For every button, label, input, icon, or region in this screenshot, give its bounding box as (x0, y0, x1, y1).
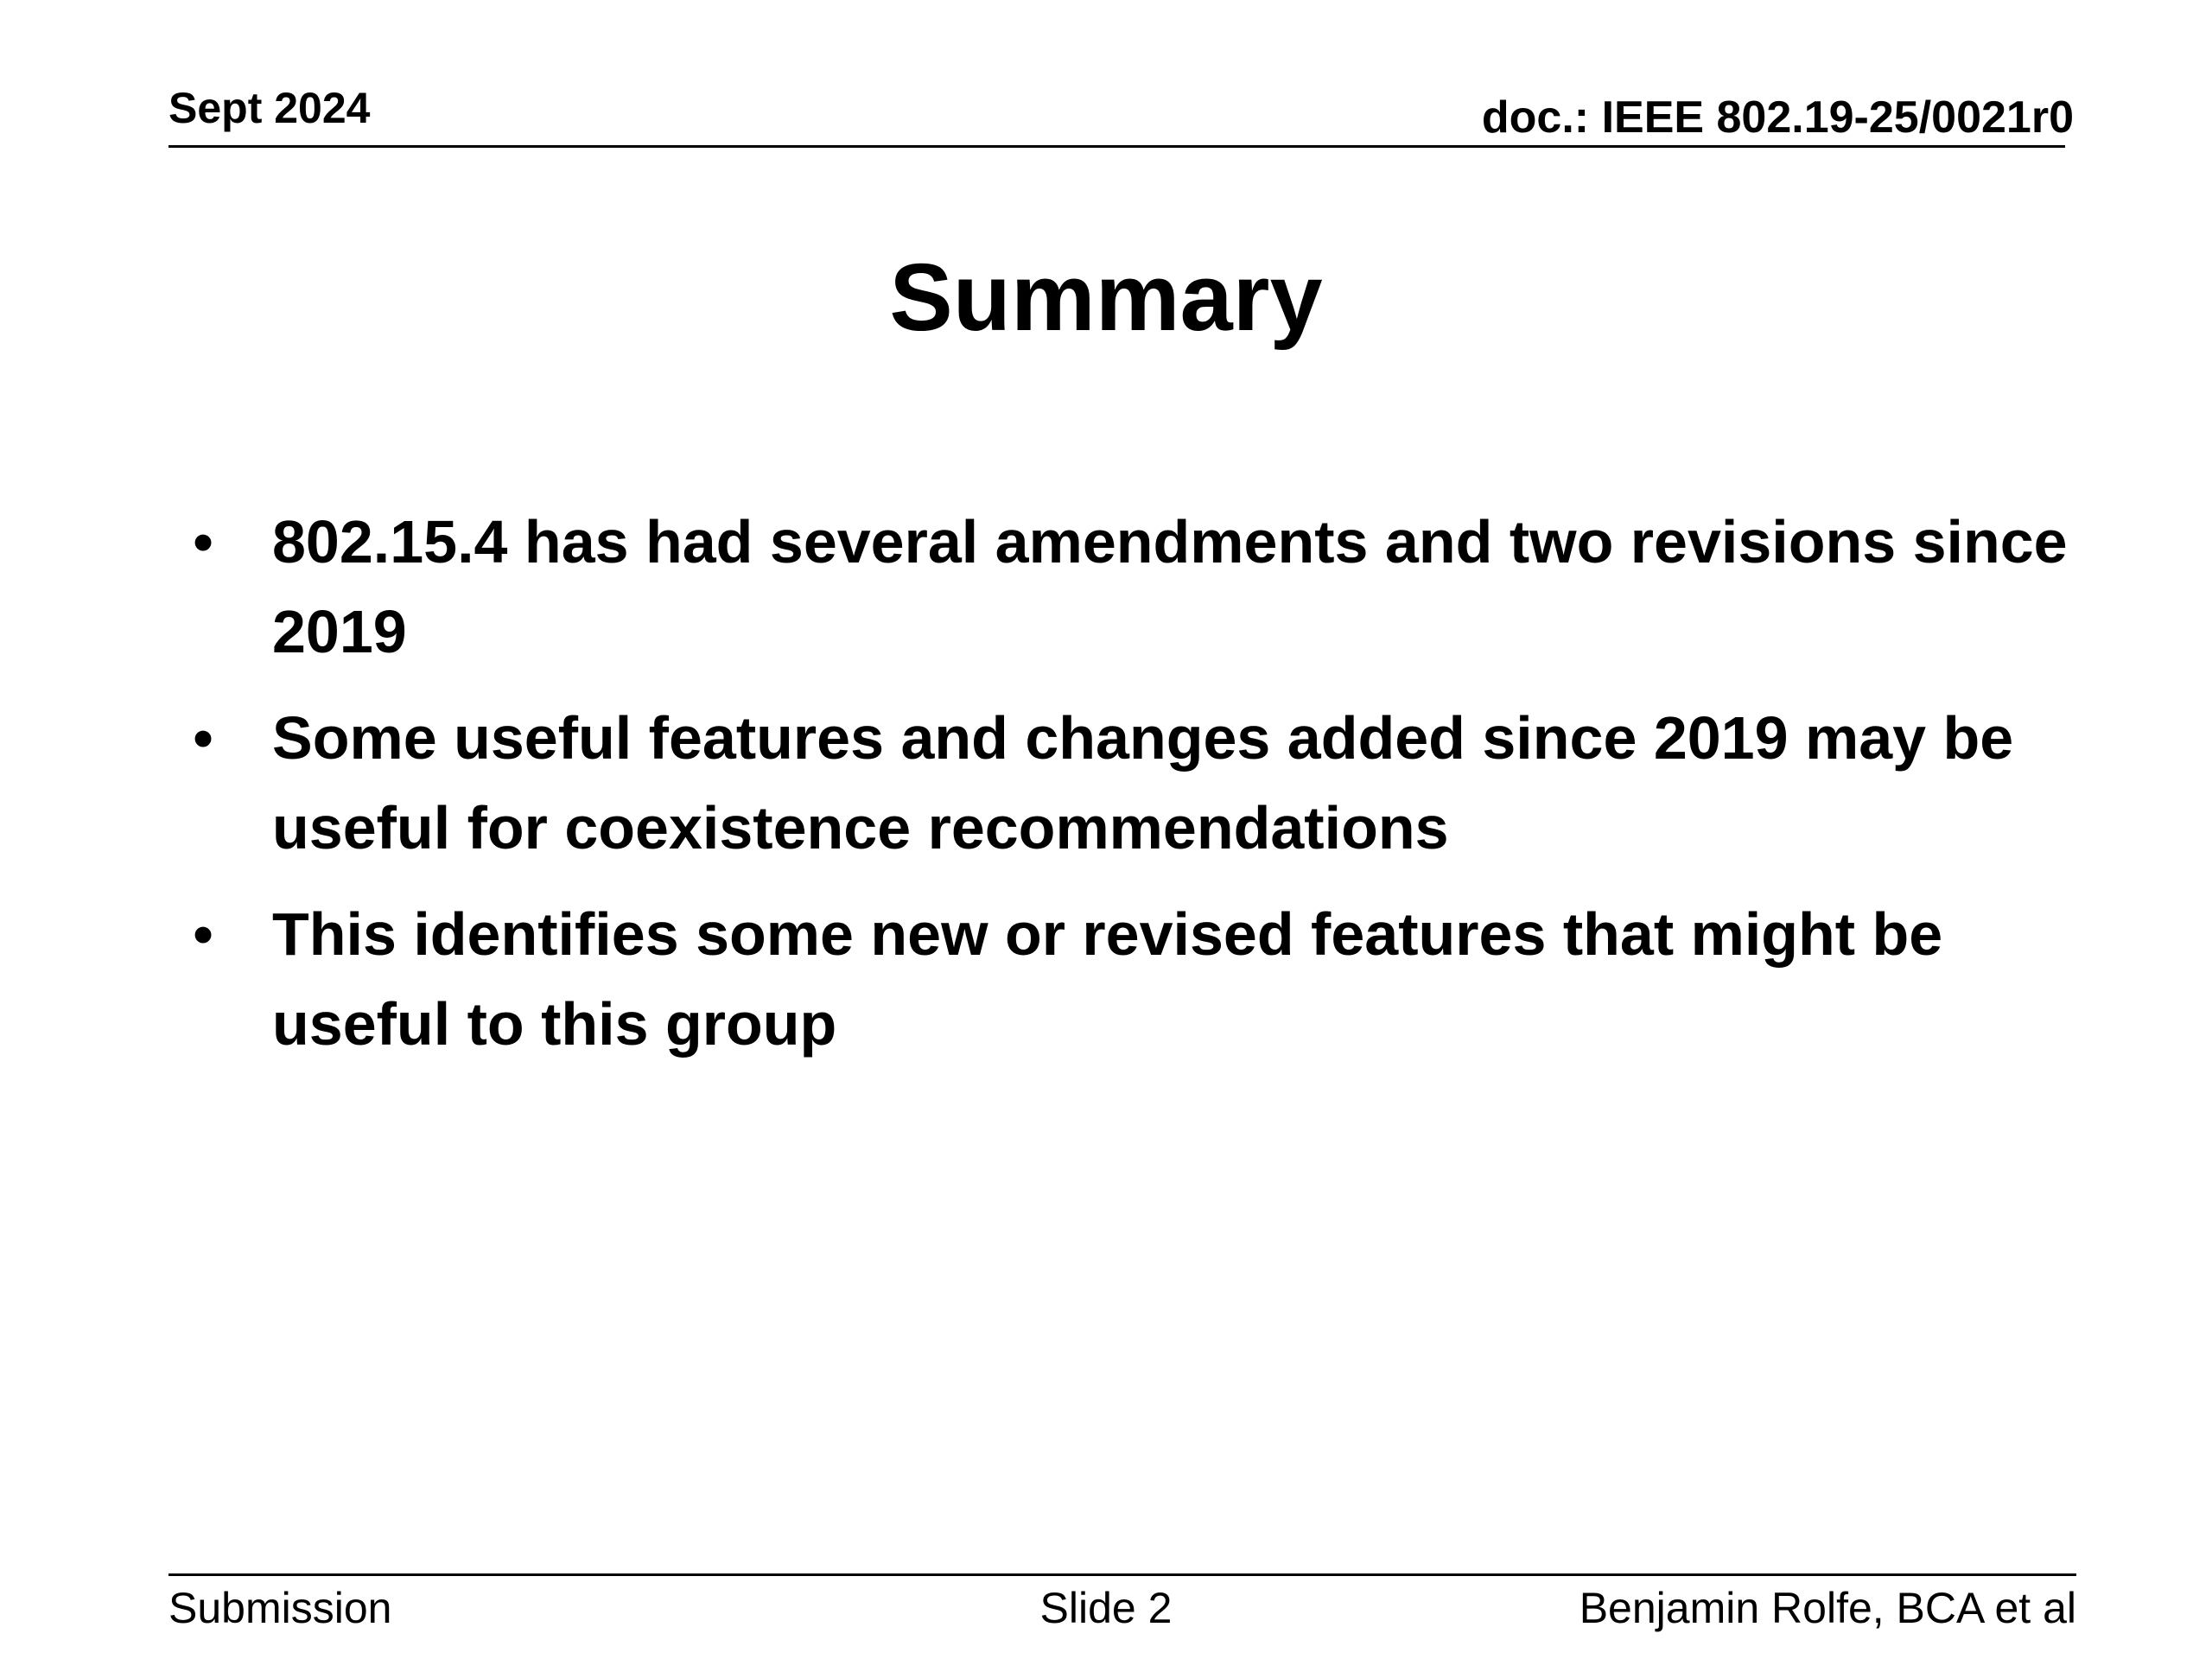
header-date: Sept 2024 (168, 84, 371, 132)
footer-submission: Submission (168, 1584, 392, 1632)
bullet-text: Some useful features and changes added since 2019 may be useful for coexistence recommendations (272, 704, 2014, 861)
bullet-item (181, 693, 2100, 873)
header-divider (168, 145, 2065, 148)
bullet-text: 802.15.4 has had several amendments and two revisions since 2019 (272, 508, 2068, 665)
footer-slide-number: Slide 2 (1039, 1584, 1173, 1632)
bullet-icon: • (193, 510, 213, 574)
footer-divider (168, 1573, 2076, 1576)
slide-title: Summary (889, 245, 1323, 351)
header-doc-id: doc.: IEEE 802.19-25/0021r0 (1481, 92, 2074, 143)
footer-author: Benjamin Rolfe, BCA et al (1579, 1584, 2076, 1632)
bullet-item (181, 497, 2100, 677)
bullet-text: This identifies some new or revised features that might be useful to this group (272, 900, 1943, 1058)
bullet-list (181, 497, 2100, 1085)
bullet-item (181, 889, 2100, 1069)
bullet-icon: • (193, 902, 213, 966)
bullet-icon: • (193, 706, 213, 770)
